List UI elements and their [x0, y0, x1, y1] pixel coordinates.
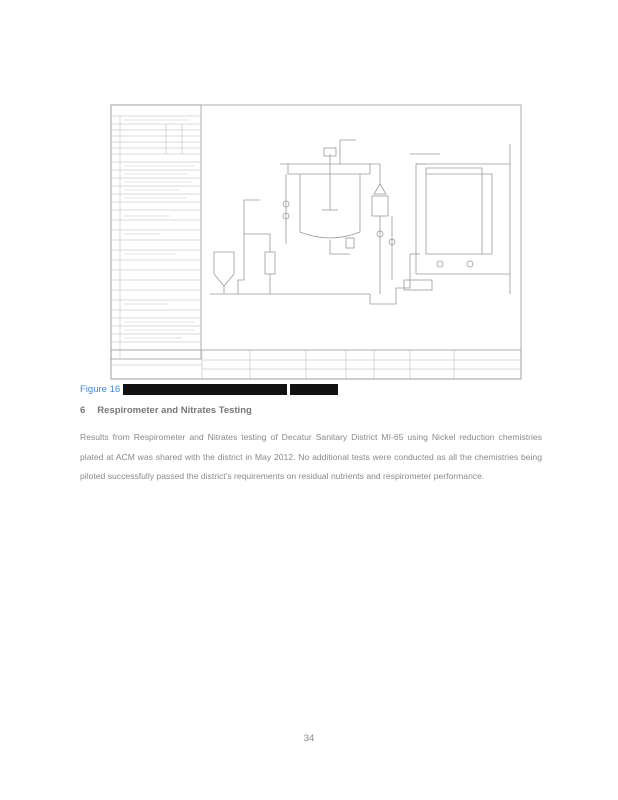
process-schematic-drawing [110, 104, 522, 380]
pipe-left-branch [244, 234, 270, 252]
title-block [111, 350, 521, 379]
revision-table-scribbles [124, 120, 194, 338]
figure-label: Figure 16 [80, 384, 121, 395]
section-heading [80, 405, 252, 416]
filter-left [265, 252, 275, 274]
feed-hopper [214, 252, 234, 286]
schematic-svg [110, 104, 522, 380]
pipe-middle-right [396, 254, 410, 294]
figure-caption [80, 383, 338, 396]
section-title: Respirometer and Nitrates Testing [97, 405, 252, 416]
section-number: 6 [80, 405, 86, 416]
page-number: 34 [303, 733, 315, 744]
reactor-tank-2 [426, 168, 482, 254]
revision-table [111, 105, 201, 359]
redaction-bar [290, 384, 338, 395]
revision-table-rows [111, 116, 201, 358]
middle-vessel [372, 196, 388, 216]
title-block-divisions [111, 350, 521, 379]
cyclone [374, 164, 386, 194]
redaction-bar [123, 384, 287, 395]
pump-1 [346, 238, 354, 248]
pipe-left-main [238, 200, 260, 294]
pump-2 [404, 280, 432, 290]
body-paragraph: Results from Respirometer and Nitrates testing of Decatur Sanitary District MI-65 using Nickel reduction chemistries plated at ACM was shared with the district in May 2012. No additional tests were conducted as all the chemistries being piloted successfully passed the district's requirements on residual nutrients and respirometer performance. [80, 432, 542, 481]
